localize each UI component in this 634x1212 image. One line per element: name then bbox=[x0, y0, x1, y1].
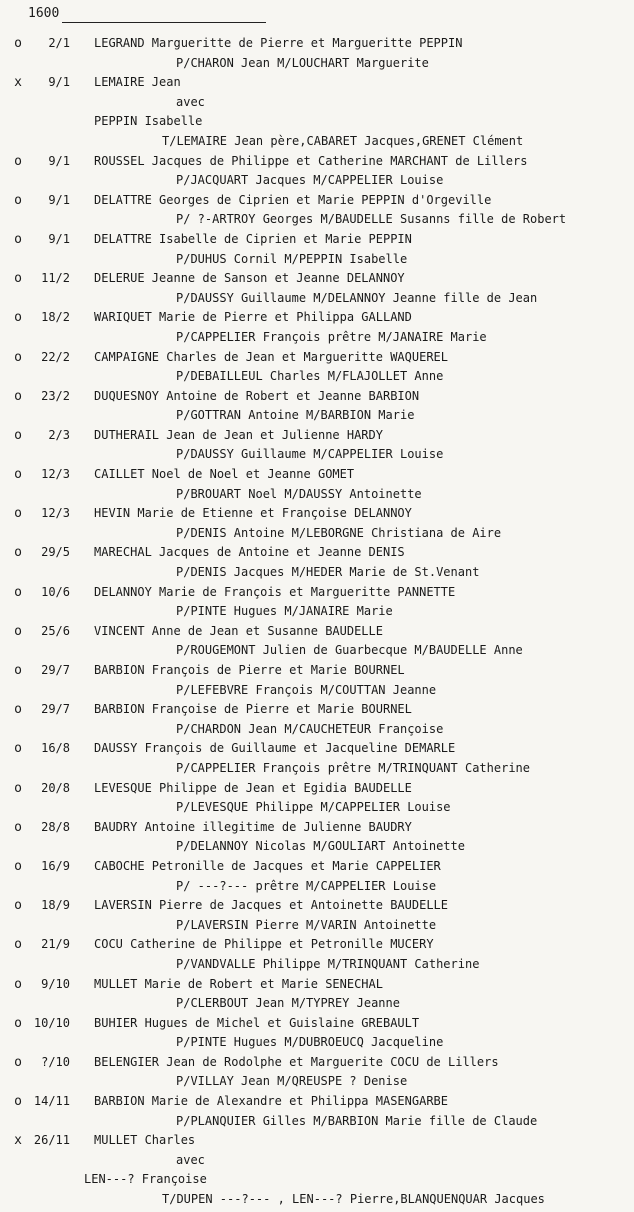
record-line bbox=[0, 624, 634, 644]
record-godparents-line bbox=[0, 604, 634, 624]
record-date: 29/5 bbox=[41, 545, 70, 560]
record-godparents-line bbox=[0, 879, 634, 899]
record-line bbox=[0, 154, 634, 174]
record-line bbox=[0, 506, 634, 526]
record-name: LAVERSIN Pierre de Jacques et Antoinette BAUDELLE bbox=[94, 898, 449, 913]
record-mark: o bbox=[14, 36, 22, 51]
record-name: CABOCHE Petronille de Jacques et Marie CAPPELIER bbox=[94, 858, 441, 873]
record-line bbox=[0, 781, 634, 801]
record-godparents: P/CAPPELIER François prêtre M/JANAIRE Marie bbox=[176, 329, 487, 344]
record-name: CAMPAIGNE Charles de Jean et Margueritte WAQUEREL bbox=[94, 349, 449, 364]
record-godparents: P/DUHUS Cornil M/PEPPIN Isabelle bbox=[176, 251, 408, 266]
record-godparents: P/PINTE Hugues M/DUBROEUCQ Jacqueline bbox=[176, 1035, 444, 1050]
groom-name: LEMAIRE Jean bbox=[94, 75, 181, 90]
record-date: 10/10 bbox=[33, 1015, 70, 1030]
record-date: 9/1 bbox=[48, 75, 70, 90]
record-godparents-line bbox=[0, 447, 634, 467]
record-mark: o bbox=[14, 467, 22, 483]
record-mark: o bbox=[14, 976, 22, 992]
avec-line bbox=[0, 95, 634, 115]
record-line bbox=[0, 75, 634, 95]
record-line bbox=[0, 977, 634, 997]
witnesses-line bbox=[0, 1192, 634, 1212]
record-mark: x bbox=[14, 1133, 22, 1149]
record-mark: x bbox=[14, 75, 22, 91]
record-name: WARIQUET Marie de Pierre et Philippa GALLAND bbox=[94, 310, 412, 325]
record-date: 23/2 bbox=[41, 388, 70, 403]
record-godparents-line bbox=[0, 643, 634, 663]
record-name: COCU Catherine de Philippe et Petronille MUCERY bbox=[94, 937, 434, 952]
record-line bbox=[0, 1016, 634, 1036]
record-mark: o bbox=[14, 231, 22, 247]
record-name: DUTHERAIL Jean de Jean et Julienne HARDY bbox=[94, 427, 383, 442]
record-line bbox=[0, 1055, 634, 1075]
record-date: 14/11 bbox=[33, 1094, 70, 1109]
record-name: DELATTRE Isabelle de Ciprien et Marie PEPPIN bbox=[94, 231, 412, 246]
spouse-line bbox=[0, 114, 634, 134]
record-date: 9/1 bbox=[48, 231, 70, 246]
record-godparents-line bbox=[0, 839, 634, 859]
avec-line bbox=[0, 1153, 634, 1173]
record-mark: o bbox=[14, 310, 22, 326]
record-line bbox=[0, 1133, 634, 1153]
record-mark: o bbox=[14, 153, 22, 169]
record-godparents-line bbox=[0, 800, 634, 820]
record-line bbox=[0, 898, 634, 918]
record-godparents: P/PINTE Hugues M/JANAIRE Marie bbox=[176, 604, 393, 619]
record-line bbox=[0, 428, 634, 448]
record-date: 12/3 bbox=[41, 506, 70, 521]
record-date: 9/10 bbox=[41, 976, 70, 991]
record-godparents-line bbox=[0, 565, 634, 585]
record-line bbox=[0, 702, 634, 722]
record-line bbox=[0, 310, 634, 330]
record-witnesses: T/DUPEN ---?--- , LEN---? Pierre,BLANQUENQUAR Jacques bbox=[162, 1192, 545, 1207]
record-date: 28/8 bbox=[41, 819, 70, 834]
record-date: 18/9 bbox=[41, 898, 70, 913]
record-godparents-line bbox=[0, 957, 634, 977]
record-godparents: P/CHARON Jean M/LOUCHART Marguerite bbox=[176, 55, 429, 70]
record-godparents-line bbox=[0, 722, 634, 742]
record-godparents-line bbox=[0, 56, 634, 76]
spouse-line bbox=[0, 1172, 634, 1192]
record-name: VINCENT Anne de Jean et Susanne BAUDELLE bbox=[94, 623, 383, 638]
record-godparents-line bbox=[0, 369, 634, 389]
groom-name: MULLET Charles bbox=[94, 1133, 196, 1148]
record-name: CAILLET Noel de Noel et Jeanne GOMET bbox=[94, 467, 355, 482]
record-godparents-line bbox=[0, 212, 634, 232]
record-mark: o bbox=[14, 388, 22, 404]
record-name: BUHIER Hugues de Michel et Guislaine GREBAULT bbox=[94, 1015, 420, 1030]
record-godparents-line bbox=[0, 291, 634, 311]
record-mark: o bbox=[14, 741, 22, 757]
record-date: 16/8 bbox=[41, 741, 70, 756]
record-name: MARECHAL Jacques de Antoine et Jeanne DENIS bbox=[94, 545, 405, 560]
record-godparents: P/CLERBOUT Jean M/TYPREY Jeanne bbox=[176, 996, 400, 1011]
record-date: 26/11 bbox=[33, 1133, 70, 1148]
record-line bbox=[0, 741, 634, 761]
record-mark: o bbox=[14, 937, 22, 953]
record-name: BELENGIER Jean de Rodolphe et Marguerite COCU de Lillers bbox=[94, 1054, 499, 1069]
record-date: 18/2 bbox=[41, 310, 70, 325]
record-mark: o bbox=[14, 349, 22, 365]
record-name: BARBION Marie de Alexandre et Philippa MASENGARBE bbox=[94, 1094, 449, 1109]
record-mark: o bbox=[14, 663, 22, 678]
record-mark: o bbox=[14, 506, 22, 522]
record-godparents: P/ ?-ARTROY Georges M/BAUDELLE Susanns fille de Robert bbox=[176, 212, 567, 227]
record-line bbox=[0, 271, 634, 291]
record-godparents-line bbox=[0, 408, 634, 428]
record-name: MULLET Marie de Robert et Marie SENECHAL bbox=[94, 976, 383, 991]
record-godparents: P/LEFEBVRE François M/COUTTAN Jeanne bbox=[176, 682, 437, 697]
record-mark: o bbox=[14, 1054, 22, 1070]
record-date: 29/7 bbox=[41, 663, 70, 677]
record-date: 2/1 bbox=[48, 36, 70, 50]
record-godparents-line bbox=[0, 1074, 634, 1094]
record-line bbox=[0, 1094, 634, 1114]
record-godparents: P/ROUGEMONT Julien de Guarbecque M/BAUDELLE Anne bbox=[176, 643, 523, 658]
record-mark: o bbox=[14, 898, 22, 914]
record-mark: o bbox=[14, 819, 22, 835]
record-date: 10/6 bbox=[41, 584, 70, 599]
record-witnesses: T/LEMAIRE Jean père,CABARET Jacques,GRENET Clément bbox=[162, 133, 524, 148]
record-name: BAUDRY Antoine illegitime de Julienne BAUDRY bbox=[94, 819, 412, 834]
record-name: DUQUESNOY Antoine de Robert et Jeanne BARBION bbox=[94, 388, 420, 403]
record-name: ROUSSEL Jacques de Philippe et Catherine MARCHANT de Lillers bbox=[94, 153, 528, 168]
record-line bbox=[0, 545, 634, 565]
record-date: 29/7 bbox=[41, 702, 70, 717]
record-date: 2/3 bbox=[48, 427, 70, 442]
avec-label: avec bbox=[176, 1152, 205, 1167]
record-godparents-line bbox=[0, 173, 634, 193]
record-godparents-line bbox=[0, 918, 634, 938]
record-date: 9/1 bbox=[48, 192, 70, 207]
record-mark: o bbox=[14, 780, 22, 796]
record-godparents-line bbox=[0, 996, 634, 1016]
record-date: 22/2 bbox=[41, 349, 70, 364]
record-godparents: P/LEVESQUE Philippe M/CAPPELIER Louise bbox=[176, 800, 451, 815]
register-entries bbox=[0, 36, 634, 1212]
record-godparents: P/PLANQUIER Gilles M/BARBION Marie fille de Claude bbox=[176, 1113, 538, 1128]
record-godparents: P/CAPPELIER François prêtre M/TRINQUANT Catherine bbox=[176, 760, 531, 775]
record-name: DELERUE Jeanne de Sanson et Jeanne DELANNOY bbox=[94, 271, 405, 286]
record-line bbox=[0, 467, 634, 487]
record-godparents: P/CHARDON Jean M/CAUCHETEUR Françoise bbox=[176, 721, 444, 736]
record-godparents-line bbox=[0, 1114, 634, 1134]
record-name: LEGRAND Margueritte de Pierre et Margueritte PEPPIN bbox=[94, 36, 463, 50]
record-godparents-line bbox=[0, 1035, 634, 1055]
record-godparents: P/GOTTRAN Antoine M/BARBION Marie bbox=[176, 408, 415, 423]
record-godparents-line bbox=[0, 330, 634, 350]
record-line bbox=[0, 350, 634, 370]
record-mark: o bbox=[14, 271, 22, 287]
record-godparents: P/LAVERSIN Pierre M/VARIN Antoinette bbox=[176, 917, 437, 932]
record-godparents: P/DENIS Antoine M/LEBORGNE Christiana de Aire bbox=[176, 525, 502, 540]
record-mark: o bbox=[14, 545, 22, 561]
record-line bbox=[0, 36, 634, 56]
record-line bbox=[0, 389, 634, 409]
page-year: 1600 bbox=[28, 6, 60, 21]
record-godparents: P/ ---?--- prêtre M/CAPPELIER Louise bbox=[176, 878, 437, 893]
record-godparents: P/JACQUART Jacques M/CAPPELIER Louise bbox=[176, 173, 444, 188]
header-rule bbox=[62, 22, 266, 23]
record-name: LEVESQUE Philippe de Jean et Egidia BAUDELLE bbox=[94, 780, 412, 795]
record-mark: o bbox=[14, 584, 22, 600]
record-date: 16/9 bbox=[41, 858, 70, 873]
record-line bbox=[0, 193, 634, 213]
record-mark: o bbox=[14, 427, 22, 443]
record-godparents: P/DEBAILLEUL Charles M/FLAJOLLET Anne bbox=[176, 369, 444, 384]
record-name: DELATTRE Georges de Ciprien et Marie PEPPIN d'Orgeville bbox=[94, 192, 492, 207]
bride-name: PEPPIN Isabelle bbox=[94, 114, 203, 129]
record-godparents: P/BROUART Noel M/DAUSSY Antoinette bbox=[176, 486, 422, 501]
witnesses-line bbox=[0, 134, 634, 154]
record-date: 9/1 bbox=[48, 153, 70, 168]
record-date: 21/9 bbox=[41, 937, 70, 952]
record-line bbox=[0, 663, 634, 683]
record-mark: o bbox=[14, 623, 22, 639]
record-line bbox=[0, 937, 634, 957]
record-date: 25/6 bbox=[41, 623, 70, 638]
record-line bbox=[0, 859, 634, 879]
record-godparents: P/DELANNOY Nicolas M/GOULIART Antoinette bbox=[176, 839, 465, 854]
record-name: DAUSSY François de Guillaume et Jacqueline DEMARLE bbox=[94, 741, 456, 756]
record-name: HEVIN Marie de Etienne et Françoise DELANNOY bbox=[94, 506, 412, 521]
record-godparents: P/DAUSSY Guillaume M/CAPPELIER Louise bbox=[176, 447, 444, 462]
record-godparents: P/DENIS Jacques M/HEDER Marie de St.Venant bbox=[176, 565, 480, 580]
bride-name: LEN---? Françoise bbox=[84, 1172, 207, 1187]
record-date: 20/8 bbox=[41, 780, 70, 795]
record-godparents-line bbox=[0, 683, 634, 703]
record-mark: o bbox=[14, 1094, 22, 1110]
record-godparents-line bbox=[0, 526, 634, 546]
record-godparents: P/VILLAY Jean M/QREUSPE ? Denise bbox=[176, 1074, 408, 1089]
record-line bbox=[0, 232, 634, 252]
record-mark: o bbox=[14, 702, 22, 718]
record-name: BARBION François de Pierre et Marie BOURNEL bbox=[94, 663, 405, 677]
record-name: BARBION Françoise de Pierre et Marie BOURNEL bbox=[94, 702, 412, 717]
record-line bbox=[0, 820, 634, 840]
record-godparents-line bbox=[0, 761, 634, 781]
record-mark: o bbox=[14, 858, 22, 874]
record-date: 11/2 bbox=[41, 271, 70, 286]
record-date: 12/3 bbox=[41, 467, 70, 482]
avec-label: avec bbox=[176, 94, 205, 109]
record-date: ?/10 bbox=[41, 1054, 70, 1069]
record-godparents: P/VANDVALLE Philippe M/TRINQUANT Catherine bbox=[176, 956, 480, 971]
record-mark: o bbox=[14, 1015, 22, 1031]
record-line bbox=[0, 585, 634, 605]
record-godparents-line bbox=[0, 487, 634, 507]
record-godparents-line bbox=[0, 252, 634, 272]
record-mark: o bbox=[14, 192, 22, 208]
record-godparents: P/DAUSSY Guillaume M/DELANNOY Jeanne fille de Jean bbox=[176, 290, 538, 305]
record-name: DELANNOY Marie de François et Margueritte PANNETTE bbox=[94, 584, 456, 599]
